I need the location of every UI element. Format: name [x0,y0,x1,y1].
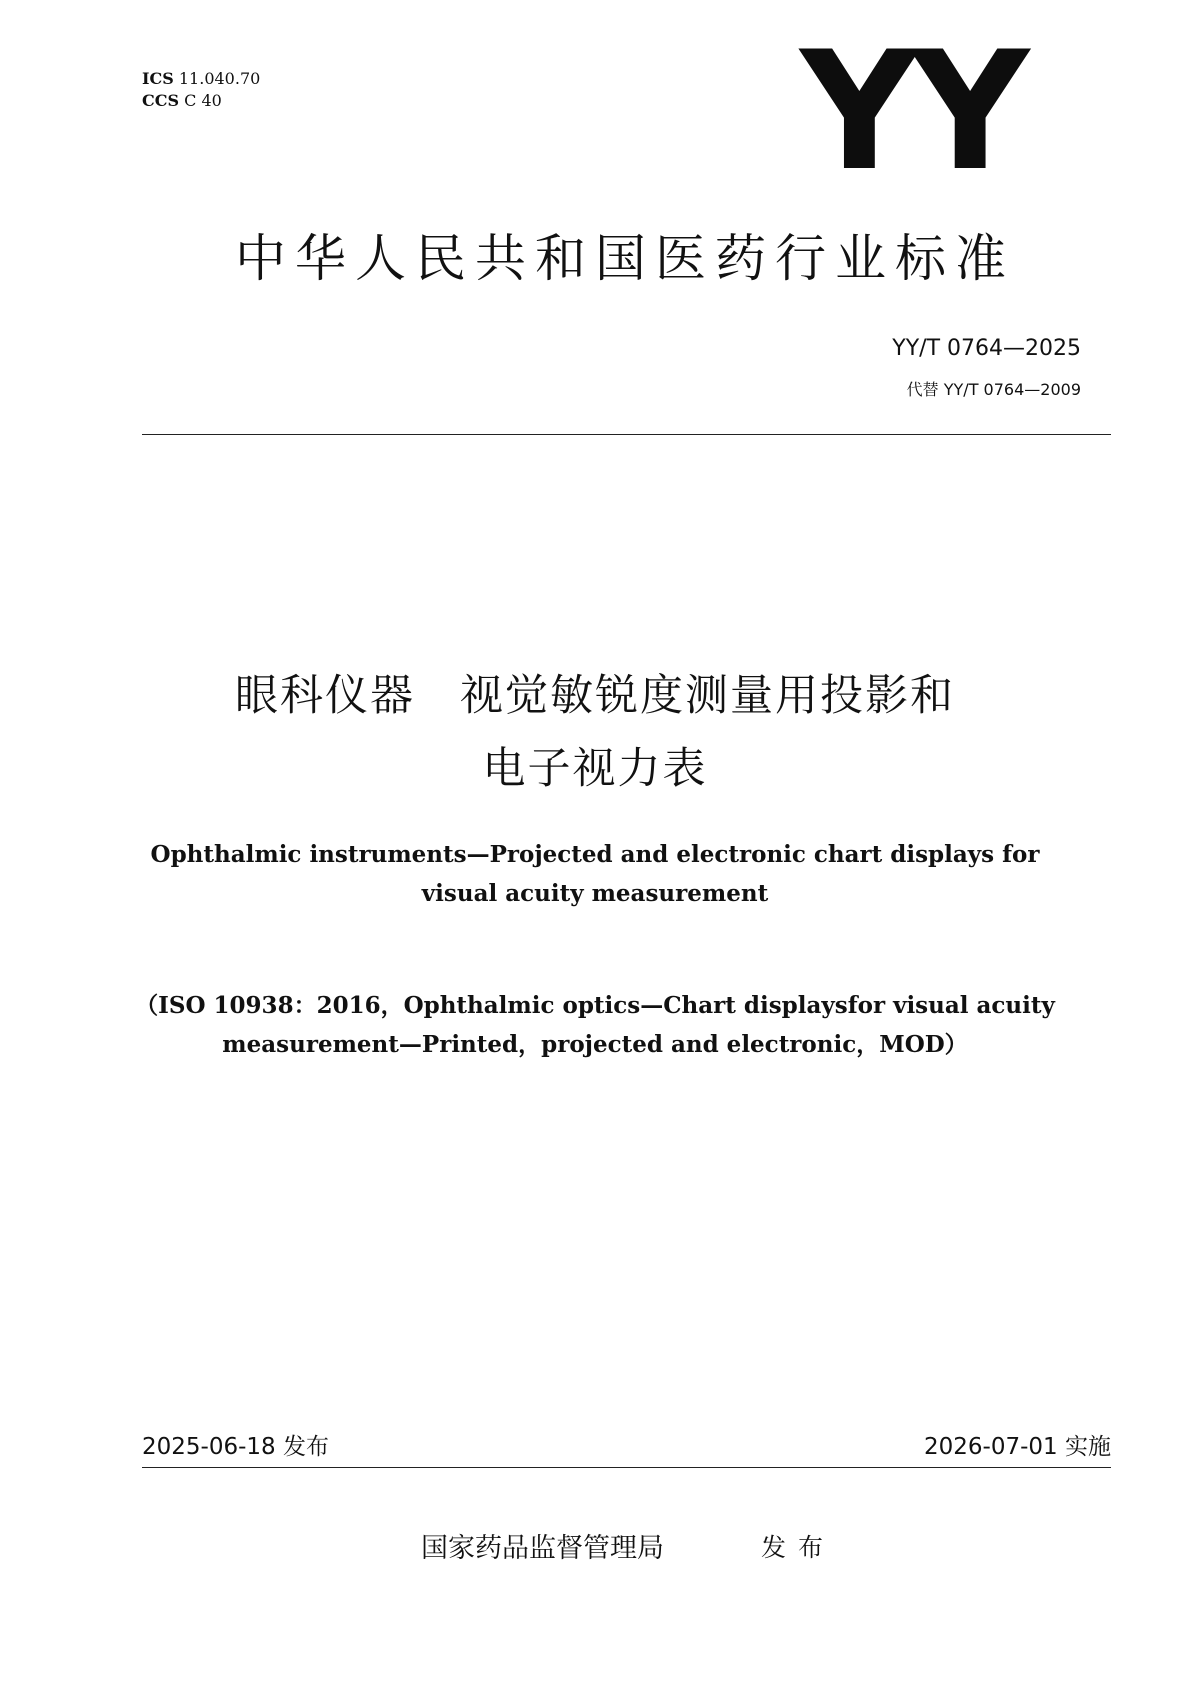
issue-date: 2025-06-18 发布 [142,1434,329,1460]
ics-code [142,68,260,90]
standard-category-title: 中华人民共和国医药行业标准 [234,230,1015,289]
ccs-value: C 40 [184,91,222,110]
chinese-title-line-2: 电子视力表 [482,744,708,794]
iso-reference-line-1: （ISO 10938：2016，Ophthalmic optics—Chart displaysfor visual acuity [135,992,1055,1019]
english-title-line-1: Ophthalmic instruments—Projected and electronic chart displays for [150,841,1040,868]
chinese-title-line-1: 眼科仪器 视觉敏锐度测量用投影和 [235,671,955,721]
standard-number: YY/T 0764—2025 [892,336,1081,361]
publisher-name: 国家药品监督管理局 [421,1533,664,1564]
bottom-divider [142,1467,1111,1468]
implementation-date: 2026-07-01 实施 [924,1434,1111,1460]
iso-reference-line-2: measurement—Printed，projected and electronic，MOD） [222,1031,968,1058]
ccs-code [142,90,260,112]
top-divider [142,434,1111,435]
classification-codes [142,68,260,112]
publish-label: 发布 [761,1533,836,1562]
ics-value: 11.040.70 [178,69,261,88]
replaces-standard: 代替 YY/T 0764—2009 [906,380,1081,399]
yy-logo: YY [800,16,1022,207]
english-title-line-2: visual acuity measurement [421,880,769,907]
ccs-label: CCS [142,91,180,110]
ics-label: ICS [142,69,174,88]
